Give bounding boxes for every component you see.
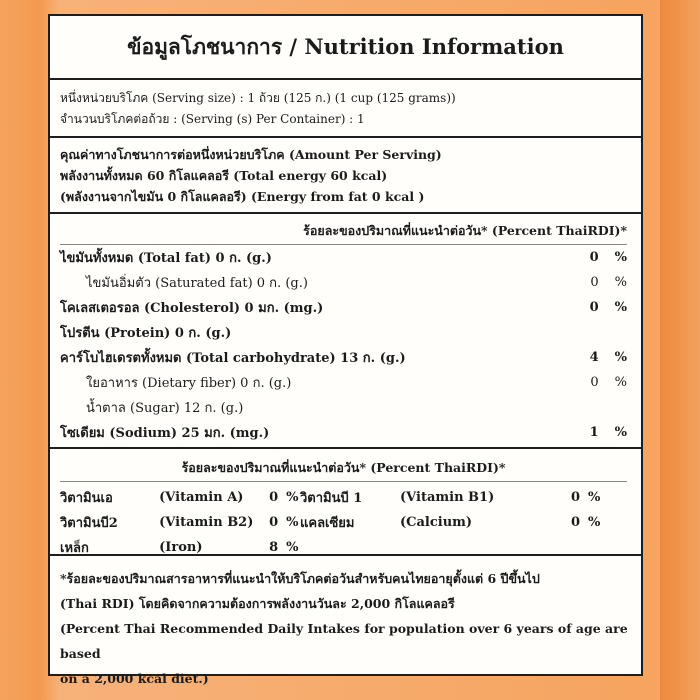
nutrient-label: ไขมันทั้งหมด (Total fat) 0 ก. (g.)	[60, 251, 272, 266]
footnote-line: (Thai RDI) โดยคิดจากความต้องการพลังงานวันละ 2,000 กิโลแคลอรี	[60, 596, 455, 611]
percent-sign: %	[614, 375, 627, 390]
nutrient-percent: 1	[589, 425, 599, 440]
nutrient-percent: 4	[589, 350, 599, 365]
nutrient-label: โคเลสเตอรอล (Cholesterol) 0 มก. (mg.)	[60, 301, 324, 316]
nutrient-percent: 0	[589, 250, 599, 265]
percent-sign: %	[614, 350, 627, 365]
energy-from-fat: (พลังงานจากไขมัน 0 กิโลแคลอรี) (Energy from fat 0 kcal )	[60, 189, 425, 204]
vitamin-english-name: (Vitamin B2)	[159, 515, 254, 530]
nutrient-row	[60, 295, 627, 320]
footnote-line: (Percent Thai Recommended Daily Intakes for population over 6 years of age are based	[60, 621, 628, 661]
vitamin-english-name: (Vitamin B1)	[400, 490, 495, 505]
percent-sign: %	[588, 515, 601, 530]
vitamin-english-name: (Calcium)	[400, 515, 473, 530]
amount-heading: คุณค่าทางโภชนาการต่อหนึ่งหน่วยบริโภค (Amount Per Serving)	[60, 147, 442, 162]
vitamin-percent: 0	[570, 490, 580, 505]
vitamin-english-name: (Vitamin A)	[159, 490, 244, 505]
vitamin-percent: 0	[570, 515, 580, 530]
vitamin-thai-name: แคลเซียม	[300, 516, 355, 531]
nutrient-row	[60, 245, 627, 270]
vitamins-section	[50, 449, 641, 556]
percent-sign: %	[286, 490, 299, 505]
vitamin-row	[60, 536, 300, 559]
vitamin-english-name: (Iron)	[159, 540, 203, 555]
rdi-heading: ร้อยละของปริมาณที่แนะนำต่อวัน* (Percent ThaiRDI)*	[60, 218, 627, 245]
vitamin-thai-name: เหล็ก	[60, 541, 89, 556]
total-energy: พลังงานทั้งหมด 60 กิโลแคลอรี (Total energy 60 kcal)	[60, 168, 388, 183]
package-edge	[660, 0, 700, 700]
vitamin-percent: 8	[269, 540, 279, 555]
footnote	[50, 556, 641, 691]
servings-per-container: จำนวนบริโภคต่อถ้วย : (Serving (s) Per Container) : 1	[60, 112, 365, 126]
footnote-line: *ร้อยละของปริมาณสารอาหารที่แนะนำให้บริโภคต่อวันสำหรับคนไทยอายุตั้งแต่ 6 ปีขึ้นไป	[60, 571, 540, 586]
percent-sign: %	[286, 515, 299, 530]
vitamin-percent: 0	[269, 515, 279, 530]
percent-sign: %	[614, 275, 627, 290]
vitamin-row	[60, 486, 300, 509]
vitamin-thai-name: วิตามินเอ	[60, 491, 113, 506]
percent-sign: %	[614, 250, 627, 265]
amount-section	[50, 138, 641, 214]
vitamins-heading: ร้อยละของปริมาณที่แนะนำต่อวัน* (Percent ThaiRDI)*	[60, 455, 627, 482]
serving-section	[50, 80, 641, 138]
serving-size: หนึ่งหน่วยบริโภค (Serving size) : 1 ถ้วย (125 ก.) (1 cup (125 grams))	[60, 91, 456, 105]
percent-sign: %	[588, 490, 601, 505]
nutrient-row	[60, 370, 627, 395]
label-title: ข้อมูลโภชนาการ / Nutrition Information	[50, 16, 641, 80]
nutrient-row	[60, 270, 627, 295]
percent-sign: %	[286, 540, 299, 555]
nutrient-percent: 0	[590, 275, 599, 290]
nutrient-row	[60, 395, 627, 420]
percent-sign: %	[614, 300, 627, 315]
nutrition-label	[48, 14, 643, 686]
vitamin-thai-name: วิตามินบี 1	[300, 491, 363, 506]
nutrient-label: โปรตีน (Protein) 0 ก. (g.)	[60, 326, 232, 341]
footnote-line: on a 2,000 kcal diet.)	[60, 671, 209, 686]
nutrient-label: โซเดียม (Sodium) 25 มก. (mg.)	[60, 426, 270, 441]
nutrient-label: ไขมันอิ่มตัว (Saturated fat) 0 ก. (g.)	[86, 276, 308, 291]
percent-sign: %	[614, 425, 627, 440]
nutrient-label: คาร์โบไฮเดรตทั้งหมด (Total carbohydrate) 13 ก. (g.)	[60, 351, 406, 366]
nutrient-row	[60, 345, 627, 370]
vitamin-row	[60, 511, 300, 534]
vitamin-thai-name: วิตามินบี2	[60, 516, 118, 531]
vitamin-percent: 0	[269, 490, 279, 505]
nutrient-label: น้ำตาล (Sugar) 12 ก. (g.)	[86, 401, 244, 416]
nutrient-percent: 0	[589, 300, 599, 315]
vitamin-row	[300, 511, 627, 534]
nutrients-section	[50, 214, 641, 449]
nutrient-percent: 0	[590, 375, 599, 390]
nutrient-row	[60, 320, 627, 345]
nutrient-label: ใยอาหาร (Dietary fiber) 0 ก. (g.)	[86, 376, 292, 391]
nutrient-row	[60, 420, 627, 445]
vitamin-row	[300, 486, 627, 509]
